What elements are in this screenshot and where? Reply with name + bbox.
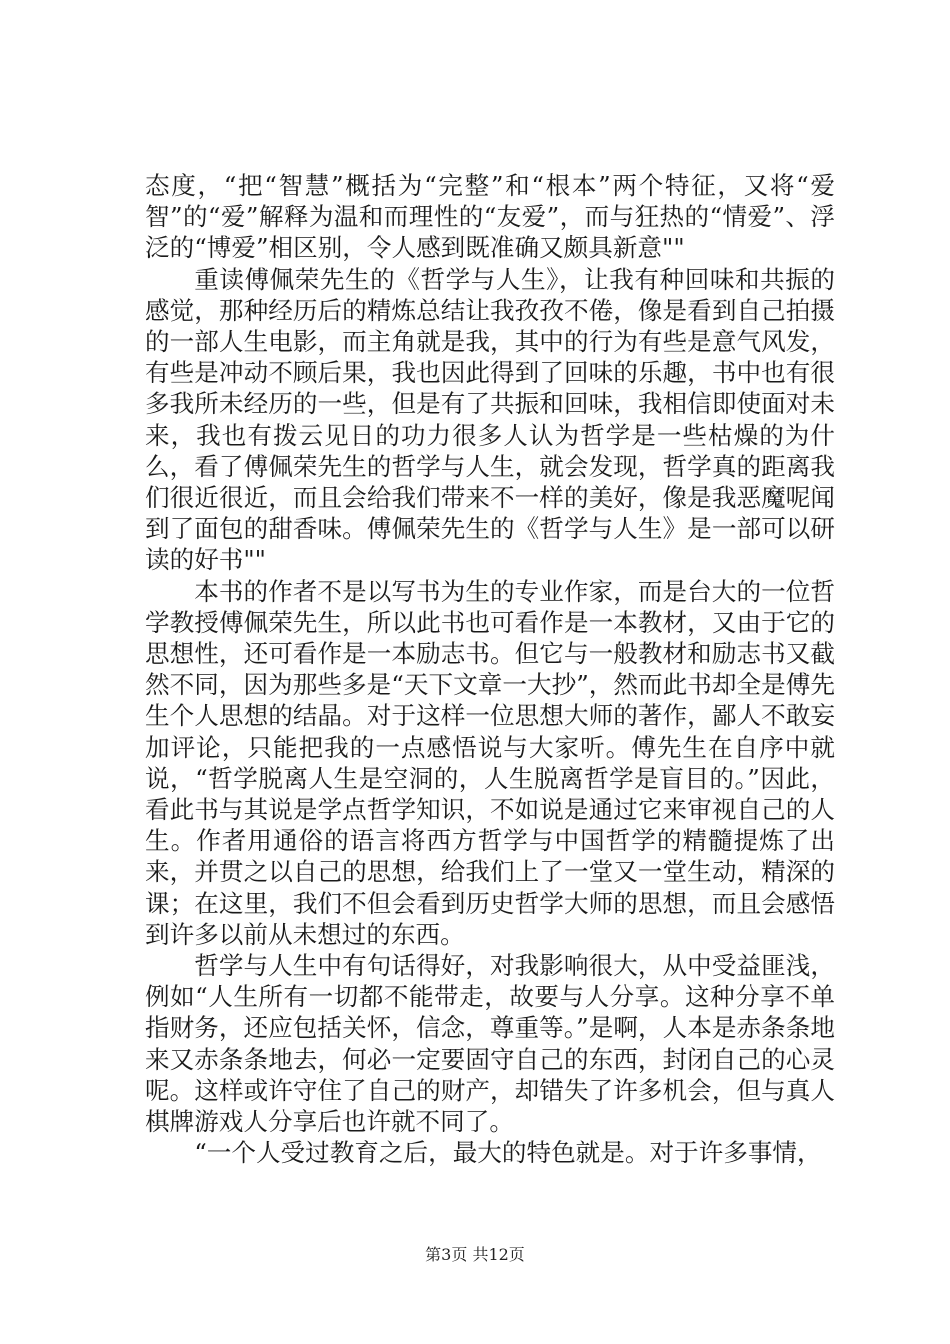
page-number-footer: 第3页 共12页 xyxy=(425,1245,525,1264)
paragraph-4: 哲学与人生中有句话得好，对我影响很大，从中受益匪浅，例如“人生所有一切都不能带走，故要与人分享。这种分享不单指财务，还应包括关怀，信念，尊重等。”是啊，人本是赤条条地来又赤条条地去，何必一定要固守自己的东西，封闭自己的心灵呢。这样或许守住了自己的财产，却错失了许多机会，但与真人棋牌游戏人分享后也许就不同了。 xyxy=(145,951,835,1137)
body-text xyxy=(145,170,835,1169)
paragraph-5: “一个人受过教育之后，最大的特色就是。对于许多事情， xyxy=(194,1138,822,1168)
paragraph-2: 重读傅佩荣先生的《哲学与人生》，让我有种回味和共振的感觉，那种经历后的精炼总结让我孜孜不倦，像是看到自己拍摄的一部人生电影，而主角就是我，其中的行为有些是意气风发，有些是冲动不顾后果，我也因此得到了回味的乐趣，书中也有很多我所未经历的一些，但是有了共振和回味，我相信即使面对未来，我也有拨云见日的功力很多人认为哲学是一些枯燥的为什么，看了傅佩荣先生的哲学与人生，就会发现，哲学真的距离我们很近很近，而且会给我们带来不一样的美好，像是我恶魔呢闻到了面包的甜香味。傅佩荣先生的《哲学与人生》是一部可以研读的好书"" xyxy=(145,264,835,575)
paragraph-1: 态度，“把“智慧”概括为“完整”和“根本”两个特征，又将“爱智”的“爱”解释为温和而理性的“友爱”，而与狂热的“情爱”、浮泛的“博爱”相区别，令人感到既准确又颇具新意"" xyxy=(145,171,835,263)
paragraph-3: 本书的作者不是以写书为生的专业作家，而是台大的一位哲学教授傅佩荣先生，所以此书也可看作是一本教材，又由于它的思想性，还可看作是一本励志书。但它与一般教材和励志书又截然不同，因为那些多是“天下文章一大抄”，然而此书却全是傅先生个人思想的结晶。对于这样一位思想大师的著作，鄙人不敢妄加评论，只能把我的一点感悟说与大家听。傅先生在自序中就说，“哲学脱离人生是空洞的，人生脱离哲学是盲目的。”因此，看此书与其说是学点哲学知识，不如说是通过它来审视自己的人生。作者用通俗的语言将西方哲学与中国哲学的精髓提炼了出来，并贯之以自己的思想，给我们上了一堂又一堂生动，精深的课；在这里，我们不但会看到历史哲学大师的思想，而且会感悟到许多以前从未想过的东西。 xyxy=(145,576,835,949)
